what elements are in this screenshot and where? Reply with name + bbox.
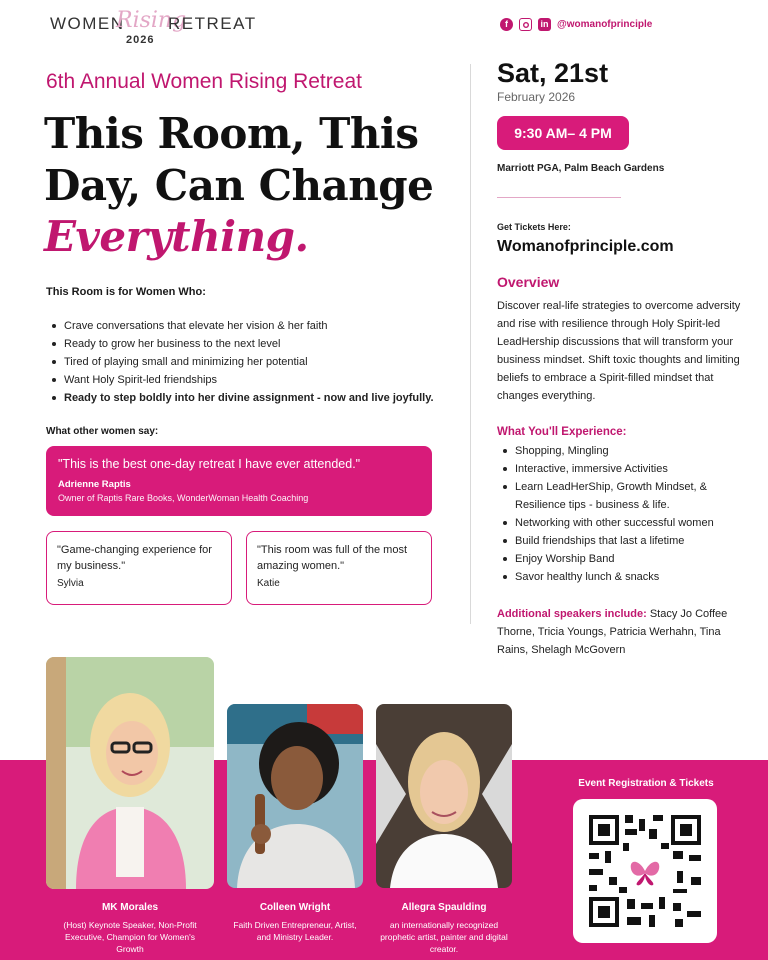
speaker-caption [376, 902, 512, 955]
audience-heading: This Room is for Women Who: [46, 286, 206, 298]
list-item: Ready to step boldly into her divine assignment - now and live joyfully. [46, 389, 466, 407]
event-venue: Marriott PGA, Palm Beach Gardens [497, 163, 665, 174]
social-links [500, 18, 652, 31]
speaker-name: Colleen Wright [259, 902, 331, 913]
logo-word-left: WOMEN [50, 14, 125, 33]
column-divider [470, 64, 471, 624]
event-month-year: February 2026 [497, 90, 576, 104]
social-handle[interactable]: @womanofprinciple [557, 19, 653, 30]
featured-author-role: Owner of Raptis Rare Books, WonderWoman Health Coaching [58, 493, 309, 503]
registration-qr-code[interactable] [573, 799, 717, 943]
speaker-role: (Host) Keynote Speaker, Non-Profit Executive, Champion for Women's Growth [63, 920, 197, 954]
headline-emphasis: Everything. [44, 212, 309, 261]
speaker-role: Faith Driven Entrepreneur, Artist, and Ministry Leader. [233, 920, 357, 942]
testimonial-quote: "This room was full of the most amazing women." [257, 544, 408, 572]
event-date: Sat, 21st [497, 58, 609, 88]
tickets-label: Get Tickets Here: [497, 222, 571, 232]
list-item: Savor healthy lunch & snacks [497, 568, 741, 586]
speaker-portrait-image [227, 704, 363, 888]
event-subtitle: 6th Annual Women Rising Retreat [46, 70, 362, 93]
qr-code-icon [573, 799, 717, 943]
event-time-badge: 9:30 AM– 4 PM [497, 116, 629, 150]
right-divider [497, 197, 621, 198]
testimonials-heading: What other women say: [46, 426, 159, 437]
additional-speakers [497, 605, 745, 659]
logo-word-right: RETREAT [168, 14, 257, 33]
list-item: Learn LeadHerShip, Growth Mindset, & Resilience tips - business & life. [497, 478, 741, 514]
list-item: Enjoy Worship Band [497, 550, 741, 568]
experience-list [497, 442, 741, 586]
linkedin-icon[interactable]: in [538, 18, 551, 31]
testimonial-card [46, 531, 232, 605]
headline-line-1: This Room, This [44, 109, 419, 158]
speaker-photo-mk-morales [46, 657, 214, 889]
speaker-name: Allegra Spaulding [401, 902, 487, 913]
testimonial-author: Katie [257, 578, 280, 589]
speaker-photo-allegra-spaulding [376, 704, 512, 888]
speaker-name: MK Morales [101, 902, 159, 913]
speaker-caption [227, 902, 363, 943]
list-item: Crave conversations that elevate her vision & her faith [46, 317, 466, 335]
testimonial-card [246, 531, 432, 605]
experience-heading: What You'll Experience: [497, 426, 627, 438]
speaker-portrait-image [376, 704, 512, 888]
facebook-icon[interactable]: f [500, 18, 513, 31]
overview-text: Discover real-life strategies to overcome adversity and rise with resilience through Holy Spirit-led LeadHership discussions that will transform your business mindset. Shift toxic thoughts and limiting beliefs to embrace a Spirit-filled mindset that changes everything. [497, 300, 741, 402]
featured-testimonial [46, 446, 432, 516]
logo-year: 2026 [126, 34, 155, 46]
audience-list [46, 317, 466, 407]
list-item: Ready to grow her business to the next level [46, 335, 466, 353]
list-item: Interactive, immersive Activities [497, 460, 741, 478]
event-logo [50, 8, 257, 48]
speaker-caption [46, 902, 214, 955]
list-item: Shopping, Mingling [497, 442, 741, 460]
featured-author: Adrienne Raptis [58, 479, 131, 490]
list-item: Build friendships that last a lifetime [497, 532, 741, 550]
overview-heading: Overview [497, 274, 560, 290]
speaker-photo-colleen-wright [227, 704, 363, 888]
logo-word-script: Rising [116, 8, 187, 33]
speaker-portrait-image [46, 657, 214, 889]
testimonial-quote: "Game-changing experience for my business." [57, 544, 212, 572]
registration-label: Event Registration & Tickets [578, 778, 714, 789]
list-item: Networking with other successful women [497, 514, 741, 532]
additional-speakers-names: Stacy Jo Coffee Thorne, Tricia Youngs, Patricia Werhahn, Tina Rains, Shelagh McGovern [497, 608, 728, 656]
additional-speakers-label: Additional speakers include: [497, 608, 647, 620]
headline-line-2: Day, Can Change [44, 161, 434, 210]
instagram-icon[interactable] [519, 18, 532, 31]
featured-quote: "This is the best one-day retreat I have ever attended." [58, 457, 361, 471]
list-item: Want Holy Spirit-led friendships [46, 371, 466, 389]
tickets-website-link[interactable]: Womanofprinciple.com [497, 238, 674, 255]
speaker-role: an internationally recognized prophetic artist, painter and digital creator. [380, 920, 508, 954]
testimonial-author: Sylvia [57, 578, 84, 589]
list-item: Tired of playing small and minimizing her potential [46, 353, 466, 371]
